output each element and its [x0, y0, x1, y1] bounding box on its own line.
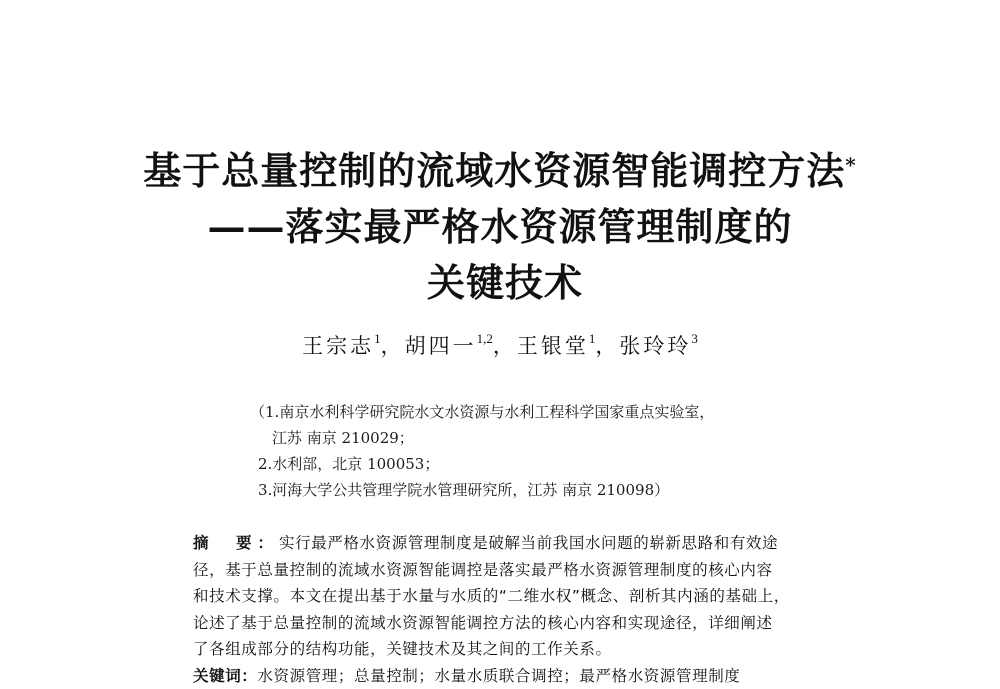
- keywords: [193, 663, 813, 689]
- affiliation-3: 3.河海大学公共管理学院水管理研究所，江苏 南京 210098）: [250, 477, 850, 503]
- abstract-line: [193, 530, 813, 557]
- affiliation-1: [250, 399, 850, 425]
- abstract-line: 论述了基于总量控制的流域水资源智能调控方法的核心内容和实现途径，详细阐述: [193, 610, 813, 637]
- author-affil-mark: 3: [691, 331, 698, 346]
- author-name: 张玲玲: [619, 334, 691, 358]
- author-affil-mark: 1: [374, 331, 381, 346]
- abstract-text: 实行最严格水资源管理制度是破解当前我国水问题的崭新思路和有效途: [279, 534, 778, 552]
- title-line-2: ——落实最严格水资源管理制度的: [0, 199, 1000, 255]
- author-name: 王银堂: [517, 334, 589, 358]
- author-separator: ，: [381, 334, 405, 358]
- affiliation-2: 2.水利部，北京 100053；: [250, 451, 850, 477]
- affiliation-1-line-1: 1.南京水利科学研究院水文水资源与水利工程科学国家重点实验室，: [265, 403, 714, 421]
- abstract-line: 了各组成部分的结构功能，关键技术及其之间的工作关系。: [193, 636, 813, 663]
- abstract-line: 和技术支撑。本文在提出基于水量与水质的“二维水权”概念、剖析其内涵的基础上，: [193, 583, 813, 610]
- author-list: [0, 326, 1000, 361]
- keywords-text: 水资源管理；总量控制；水量水质联合调控；最严格水资源管理制度: [257, 667, 740, 685]
- abstract-label: 摘 要：: [193, 534, 279, 552]
- title-main-text: 基于总量控制的流域水资源智能调控方法: [143, 148, 845, 193]
- paper-title: [0, 143, 1000, 311]
- affiliation-open-paren: （: [250, 403, 265, 421]
- title-line-1: [0, 143, 1000, 199]
- title-footnote-mark[interactable]: *: [845, 153, 856, 177]
- author-separator: ，: [595, 334, 619, 358]
- keywords-label: 关键词：: [193, 667, 257, 685]
- title-line-3: 关键技术: [10, 255, 1000, 311]
- abstract: [193, 530, 813, 689]
- affiliation-1-line-2: 江苏 南京 210029；: [250, 425, 850, 451]
- abstract-line: 径，基于总量控制的流域水资源智能调控是落实最严格水资源管理制度的核心内容: [193, 557, 813, 584]
- author-name: 胡四一: [405, 334, 477, 358]
- author-affil-mark: 1,2: [477, 331, 493, 346]
- author-separator: ，: [493, 334, 517, 358]
- author-name: 王宗志: [302, 334, 374, 358]
- author-affil-mark: 1: [589, 331, 596, 346]
- affiliations: [250, 399, 850, 503]
